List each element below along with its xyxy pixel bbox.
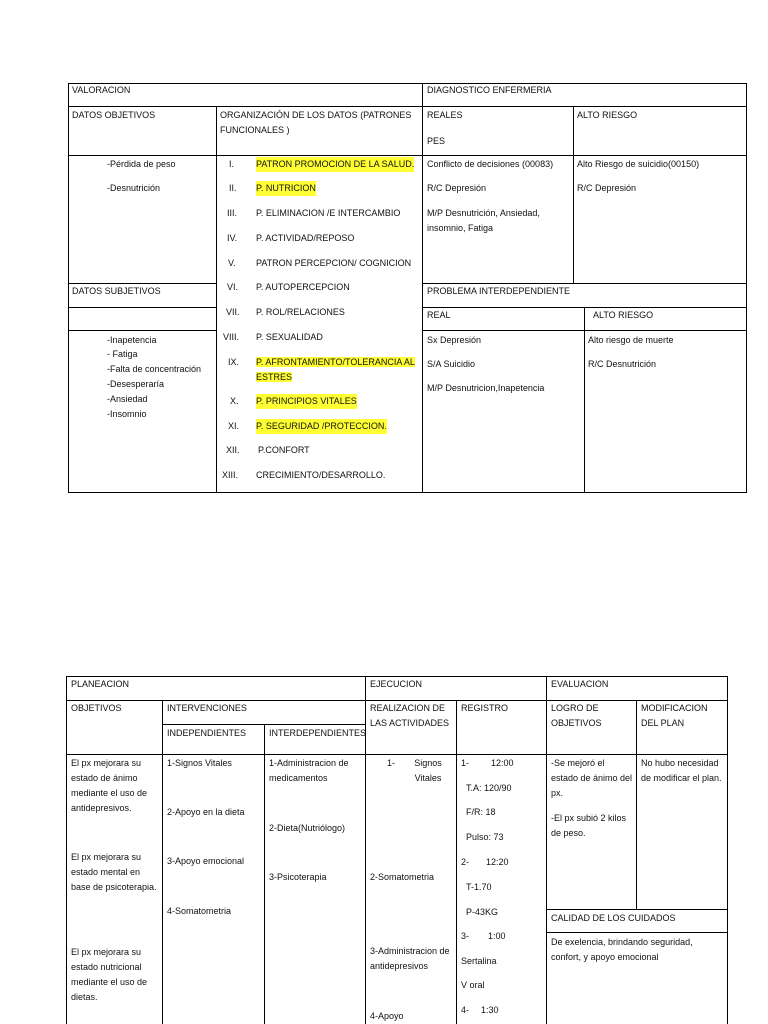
record-value: T-1.70 (466, 882, 492, 892)
patron-num: XIII. (222, 470, 239, 480)
activity-text: 2-Somatometria (370, 872, 435, 882)
record-number: 4- (461, 1005, 470, 1015)
patron-label: P. ELIMINACION /E INTERCAMBIO (256, 208, 401, 218)
header-ejecucion: EJECUCION (370, 679, 423, 689)
activity-text: 3-Administracion de antidepresivos (370, 946, 450, 971)
objective-text: El px mejorara su estado nutricional mediante el uso de dietas. (71, 947, 148, 1002)
table-border (546, 932, 728, 933)
table-border (636, 700, 637, 909)
quality-text: De exelencia, brindando seguridad, confort, y apoyo emocional (551, 937, 693, 962)
objective-item: -Desnutrición (107, 183, 161, 193)
record-value: Pulso: 73 (466, 832, 504, 842)
header-objetivos: OBJETIVOS (71, 703, 122, 713)
subjective-item: -Desesperaría (107, 379, 165, 389)
table-border (584, 307, 585, 492)
header-independientes: INDEPENDIENTES (167, 728, 247, 738)
intervention-interdependent: 1-Administracion de medicamentos (269, 758, 349, 783)
patron-num: VI. (227, 282, 239, 292)
intervention-interdependent: 3-Psicoterapia (269, 872, 327, 882)
header-problema: PROBLEMA INTERDEPENDIENTE (427, 286, 571, 296)
table-border (66, 754, 728, 755)
header-organizacion: ORGANIZACIÓN DE LOS DATOS (PATRONES FUNCIONALES ) (220, 110, 412, 135)
objective-text: El px mejorara su estado mental en base de psicoterapia. (71, 852, 157, 892)
table-border (456, 700, 457, 1024)
subjective-item: -Ansiedad (107, 394, 148, 404)
objective-text: El px mejorara su estado de ánimo mediante el uso de antidepresivos. (71, 758, 148, 813)
patron-num: I. (229, 159, 235, 169)
patron-label: PATRON PERCEPCION/ COGNICION (256, 258, 412, 268)
patron-num: V. (228, 258, 236, 268)
patron-num: XII. (226, 445, 240, 455)
header-pes: PES (427, 136, 446, 146)
header-alto-riesgo: ALTO RIESGO (577, 110, 638, 120)
risk-line: R/C Depresión (577, 183, 637, 193)
record-value: T.A: 120/90 (466, 783, 512, 793)
intervention-independent: 2-Apoyo en la dieta (167, 807, 245, 817)
diagnosis-line: Conflicto de decisiones (00083) (427, 159, 554, 169)
intervention-interdependent: 2-Dieta(Nutriólogo) (269, 823, 346, 833)
record-time: 1:30 (481, 1005, 499, 1015)
patron-num: II. (229, 183, 237, 193)
table-border (68, 106, 747, 107)
table-border (68, 307, 216, 308)
header-datos-subjetivos: DATOS SUBJETIVOS (72, 286, 161, 296)
table-border (66, 676, 67, 1024)
subjective-item: - Fatiga (107, 349, 138, 359)
risk-line: Alto Riesgo de suicidio(00150) (577, 159, 700, 169)
table-border (746, 83, 747, 493)
table-border (68, 330, 216, 331)
objective-item: -Pérdida de peso (107, 159, 176, 169)
patron-label: P. NUTRICION (256, 181, 316, 196)
record-time: 12:20 (486, 857, 509, 867)
record-value: V oral (461, 980, 485, 990)
header-modificacion: MODIFICACION DEL PLAN (641, 703, 708, 728)
patron-label-text: P. AFRONTAMIENTO/TOLERANCIA AL ESTRES (256, 357, 415, 382)
achievement-text: -Se mejoró el estado de ánimo del px. (551, 758, 633, 798)
table-border (546, 909, 728, 910)
patron-label: CRECIMIENTO/DESARROLLO. (256, 470, 386, 480)
table-border (68, 155, 747, 156)
patron-num: X. (230, 396, 239, 406)
table-border (264, 724, 265, 1024)
activity-text: 4-Apoyo (370, 1011, 404, 1021)
activity-text: Signos Vitales (414, 758, 442, 783)
header-logro: LOGRO DE OBJETIVOS (551, 703, 602, 728)
intervention-independent: 1-Signos Vitales (167, 758, 232, 768)
table-border (422, 83, 423, 493)
header-registro: REGISTRO (461, 703, 509, 713)
patron-num: VII. (226, 307, 240, 317)
record-number: 2- (461, 857, 470, 867)
problem-risk-line: Alto riesgo de muerte (588, 335, 674, 345)
header-intervenciones: INTERVENCIONES (167, 703, 247, 713)
patron-label (256, 355, 420, 385)
record-time: 12:00 (491, 758, 514, 768)
intervention-independent: 4-Somatometria (167, 906, 232, 916)
record-value: P-43KG (466, 907, 499, 917)
patron-num: IV. (227, 233, 238, 243)
diagnosis-line: R/C Depresión (427, 183, 487, 193)
header-planeacion: PLANEACION (71, 679, 130, 689)
patron-label: P. ROL/RELACIONES (256, 307, 345, 317)
problem-risk-line: R/C Desnutrición (588, 359, 657, 369)
patron-label: P. ACTIVIDAD/REPOSO (256, 233, 355, 243)
header-real: REAL (427, 310, 451, 320)
header-diagnostico: DIAGNOSTICO ENFERMERIA (427, 85, 552, 95)
header-valoracion: VALORACION (72, 85, 131, 95)
table-border (546, 676, 547, 1024)
patron-num: VIII. (223, 332, 240, 342)
patron-label: P. PRINCIPIOS VITALES (256, 394, 357, 409)
patron-label: P. SEXUALIDAD (256, 332, 323, 342)
header-datos-objetivos: DATOS OBJETIVOS (72, 110, 156, 120)
header-calidad: CALIDAD DE LOS CUIDADOS (551, 913, 676, 923)
problem-line: Sx Depresión (427, 335, 482, 345)
intervention-independent: 3-Apoyo emocional (167, 856, 245, 866)
patron-num: III. (227, 208, 238, 218)
record-value: F/R: 18 (466, 807, 496, 817)
achievement-text: -El px subió 2 kilos de peso. (551, 813, 627, 838)
patron-label: P. AUTOPERCEPCION (256, 282, 350, 292)
problem-line: S/A Suicidio (427, 359, 476, 369)
subjective-item: -Falta de concentración (107, 364, 202, 374)
header-realizacion: REALIZACION DE LAS ACTIVIDADES (370, 703, 450, 728)
diagnosis-line: M/P Desnutrición, Ansiedad, insomnio, Fatiga (427, 208, 540, 233)
patron-num: XI. (228, 421, 240, 431)
table-border (216, 106, 217, 492)
subjective-item: -Insomnio (107, 409, 147, 419)
patron-num: IX. (228, 357, 240, 367)
problem-line: M/P Desnutricion,Inapetencia (427, 383, 545, 393)
table-border (68, 492, 747, 493)
table-border (68, 83, 747, 84)
record-value: Sertalina (461, 956, 497, 966)
patron-label: P. SEGURIDAD /PROTECCION. (256, 419, 387, 434)
patron-label: P.CONFORT (258, 445, 310, 455)
header-evaluacion: EVALUACION (551, 679, 609, 689)
header-interdependientes: INTERDEPENDIENTES (269, 728, 367, 738)
patron-label: PATRON PROMOCION DE LA SALUD. (256, 157, 414, 172)
table-border (68, 83, 69, 493)
record-number: 3- (461, 931, 470, 941)
record-time: 1:00 (488, 931, 506, 941)
record-number: 1- (461, 758, 470, 768)
table-border (162, 700, 163, 1024)
header-reales: REALES (427, 110, 463, 120)
header-alto-riesgo-2: ALTO RIESGO (593, 310, 654, 320)
activity-number: 1- (387, 758, 396, 768)
table-border (727, 676, 728, 1024)
table-border (573, 106, 574, 283)
modification-text: No hubo necesidad de modificar el plan. (641, 758, 722, 783)
subjective-item: -Inapetencia (107, 335, 157, 345)
